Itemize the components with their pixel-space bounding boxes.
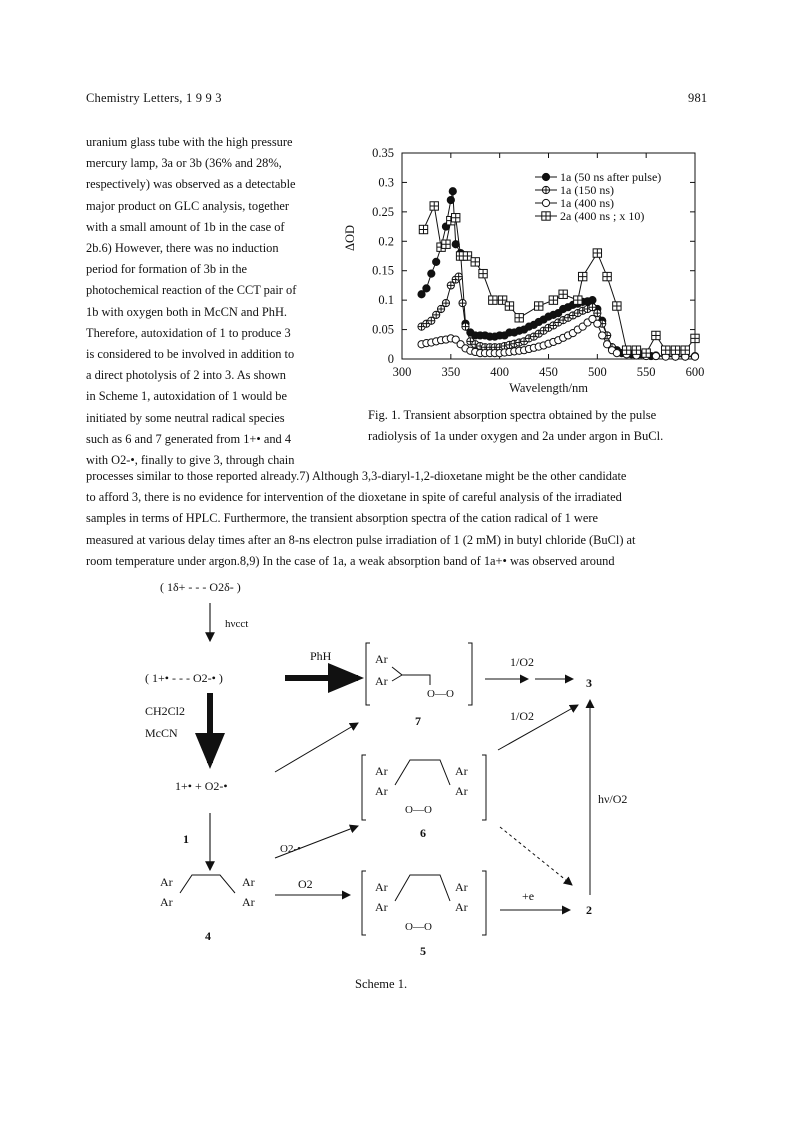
data-point — [622, 346, 630, 354]
text-line: major product on GLC analysis, together — [86, 198, 290, 213]
legend-entry: 2a (400 ns ; x 10) — [560, 209, 645, 223]
legend-entry: 1a (150 ns) — [560, 183, 614, 197]
data-point — [574, 296, 582, 304]
text-line: to afford 3, there is no evidence for intervention of the dioxetane in spite of careful analysis of the irradiated — [86, 490, 622, 505]
hv-cct-label: hνcct — [225, 618, 249, 630]
y-tick-label: 0.3 — [378, 175, 394, 190]
bracket-5 — [362, 871, 486, 935]
label-4: 4 — [205, 929, 211, 943]
data-point — [515, 314, 523, 322]
label-1: 1 — [183, 832, 189, 846]
legend-marker — [542, 173, 549, 180]
ar-text: Ar — [455, 784, 468, 798]
phh-label: PhH — [310, 649, 332, 663]
scheme-caption: Scheme 1. — [355, 977, 408, 991]
data-point — [613, 350, 620, 357]
label-5: 5 — [420, 944, 426, 958]
data-point — [430, 202, 438, 210]
ar-text: Ar — [375, 652, 388, 666]
free-ions-label: 1+• + O2-• — [175, 779, 228, 793]
bracket-7 — [366, 643, 472, 705]
text-line: uranium glass tube with the high pressure — [86, 135, 293, 149]
ar-text: Ar — [375, 674, 388, 688]
data-point — [594, 320, 601, 327]
data-point — [479, 269, 487, 277]
data-point — [589, 297, 596, 304]
ar-text: Ar — [242, 875, 255, 889]
text-line: with O2-•, finally to give 3, through chain — [86, 453, 295, 468]
legend-marker — [542, 212, 550, 220]
ar-text: Ar — [375, 764, 388, 778]
x-tick-label: 550 — [636, 365, 656, 379]
o2-radical-label: O2-• — [280, 843, 301, 855]
ar-text: Ar — [455, 880, 468, 894]
y-tick-label: 0.15 — [372, 263, 394, 278]
trimethylene-chain-4 — [180, 875, 235, 893]
data-point — [691, 334, 699, 342]
data-point — [462, 323, 469, 330]
o2-label: O2 — [298, 877, 313, 891]
text-line: initiated by some neutral radical species — [86, 410, 285, 425]
ar-text: Ar — [160, 895, 173, 909]
plus-e-label: +e — [522, 889, 535, 903]
data-point — [589, 304, 596, 311]
caption-line: Fig. 1. Transient absorption spectra obtained by the pulse — [368, 408, 657, 422]
data-point — [594, 309, 601, 316]
y-tick-label: 0.2 — [378, 234, 394, 249]
data-point — [604, 341, 611, 348]
data-point — [447, 282, 454, 289]
text-line: room temperature under argon.8,9) In the case of 1a, a weak absorption band of 1a+• was observed around — [86, 553, 615, 568]
y-tick-label: 0.1 — [378, 293, 394, 308]
y-tick-label: 0.35 — [372, 146, 394, 160]
text-line: in Scheme 1, autoxidation of 1 would be — [86, 389, 287, 404]
label-7: 7 — [415, 714, 421, 728]
label-2: 2 — [586, 903, 592, 917]
text-line: processes similar to those reported already.7) Although 3,3-diaryl-1,2-dioxetane might be the other candidate — [86, 469, 627, 483]
solvent-mecn: McCN — [145, 726, 178, 740]
text-line: 2b.6) However, there was no induction — [86, 241, 279, 256]
x-tick-label: 600 — [685, 365, 705, 379]
one-over-o2-top: 1/O2 — [510, 655, 534, 669]
data-point — [599, 332, 606, 339]
y-tick-label: 0.25 — [372, 204, 394, 219]
text-line: mercury lamp, 3a or 3b (36% and 28%, — [86, 156, 282, 171]
journal-header: Chemistry Letters, 1 9 9 3 — [86, 91, 222, 105]
data-point — [449, 188, 456, 195]
x-tick-label: 350 — [441, 365, 461, 379]
text-line: a direct photolysis of 2 into 3. As shown — [86, 368, 286, 383]
data-point — [455, 273, 462, 280]
data-point — [642, 349, 650, 357]
y-tick-label: 0 — [387, 352, 394, 366]
data-point — [578, 272, 586, 280]
cct-pair-label: ( 1δ+ - - - O2δ- ) — [160, 580, 241, 594]
x-axis-label: Wavelength/nm — [509, 381, 588, 395]
text-line: 1b with oxygen both in McCN and PhH. — [86, 304, 287, 319]
x-tick-label: 450 — [539, 365, 558, 379]
text-line: respectively) was observed as a detectable — [86, 177, 296, 192]
data-point — [428, 317, 435, 324]
o-o-bridge: O—O — [405, 804, 432, 816]
ar-text: Ar — [375, 900, 388, 914]
o-o-radical: O—O — [427, 688, 454, 700]
hv-o2-label: hν/O2 — [598, 792, 628, 806]
x-tick-label: 500 — [587, 365, 607, 379]
data-point — [442, 240, 450, 248]
ar-text: Ar — [242, 895, 255, 909]
data-point — [603, 272, 611, 280]
data-point — [423, 285, 430, 292]
text-line: period for formation of 3b in the — [86, 262, 248, 277]
ar-text: Ar — [455, 764, 468, 778]
data-point — [463, 252, 471, 260]
one-over-o2-mid: 1/O2 — [510, 709, 534, 723]
data-point — [437, 305, 444, 312]
y-axis-label: ΔOD — [343, 224, 357, 252]
body-text — [86, 466, 708, 572]
ar-text: Ar — [160, 875, 173, 889]
ar-text: Ar — [375, 880, 388, 894]
arrow-to-7 — [275, 723, 358, 772]
text-line: such as 6 and 7 generated from 1+• and 4 — [86, 431, 292, 446]
data-point — [471, 258, 479, 266]
legend-marker — [542, 199, 549, 206]
text-line: samples in terms of HPLC. Furthermore, the transient absorption spectra of the cation radical of 1 were — [86, 511, 598, 526]
data-point — [452, 214, 460, 222]
text-line: Therefore, autoxidation of 1 to produce 3 — [86, 325, 291, 340]
text-line: measured at various delay times after an 8-ns electron pulse irradiation of 1 (2 mM) in butyl chloride (BuCl) at — [86, 532, 636, 547]
legend-marker — [542, 186, 549, 193]
arrow-to-6 — [275, 826, 358, 858]
data-point — [452, 241, 459, 248]
reaction-scheme — [130, 575, 690, 975]
arrow-6-2 — [500, 827, 572, 885]
label-6: 6 — [420, 826, 426, 840]
radical-pair-label: ( 1+• - - - O2-• ) — [145, 671, 223, 685]
text-line: is considered to be involved in addition to — [86, 347, 295, 362]
legend-entry: 1a (50 ns after pulse) — [560, 170, 662, 184]
data-point — [671, 346, 679, 354]
data-point — [428, 270, 435, 277]
ar-text: Ar — [375, 784, 388, 798]
o-o-bridge: O—O — [405, 921, 432, 933]
data-point — [549, 296, 557, 304]
legend-entry: 1a (400 ns) — [560, 196, 614, 210]
data-point — [535, 302, 543, 310]
data-point — [652, 352, 659, 359]
x-tick-label: 300 — [392, 365, 412, 379]
data-point — [613, 302, 621, 310]
label-3: 3 — [586, 676, 592, 690]
data-point — [419, 225, 427, 233]
x-tick-label: 400 — [490, 365, 510, 379]
figure-caption — [368, 405, 663, 447]
left-column-text — [86, 132, 326, 471]
bracket-6 — [362, 755, 486, 820]
data-point — [433, 311, 440, 318]
data-point — [433, 258, 440, 265]
data-point — [505, 302, 513, 310]
solvent-ch2cl2: CH2Cl2 — [145, 704, 186, 718]
y-tick-label: 0.05 — [372, 322, 394, 337]
data-point — [559, 290, 567, 298]
caption-line: radiolysis of 1a under oxygen and 2a under argon in BuCl. — [368, 429, 664, 443]
data-point — [593, 249, 601, 257]
data-point — [632, 346, 640, 354]
ar-text: Ar — [455, 900, 468, 914]
data-point — [459, 299, 466, 306]
text-line: photochemical reaction of the CCT pair of — [86, 283, 297, 298]
data-point — [447, 196, 454, 203]
page-number: 981 — [688, 91, 708, 105]
data-point — [418, 291, 425, 298]
data-point — [652, 331, 660, 339]
data-point — [489, 296, 497, 304]
absorption-chart — [340, 145, 710, 395]
data-point — [662, 346, 670, 354]
data-point — [681, 346, 689, 354]
text-line: with a small amount of 1b in the case of — [86, 219, 285, 234]
data-point — [691, 353, 698, 360]
data-point — [442, 299, 449, 306]
